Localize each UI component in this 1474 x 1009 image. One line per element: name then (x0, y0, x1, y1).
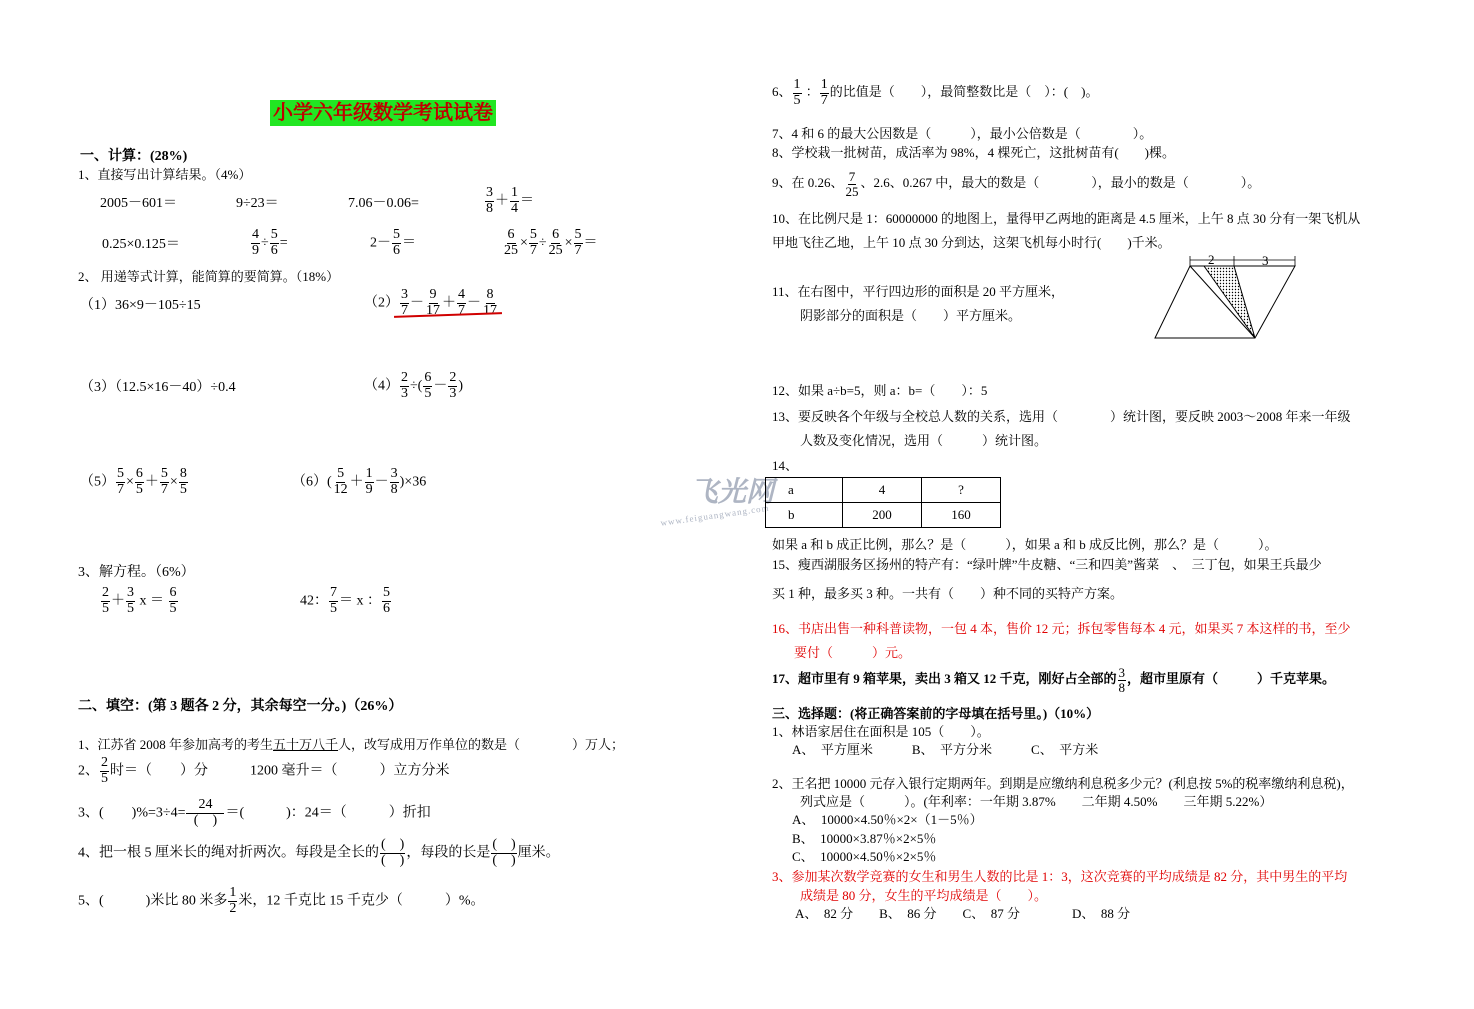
c2a: 2、王名把 10000 元存入银行定期两年。到期是应缴纳利息税多少元？(利息按 5%的税率缴纳利息税)， (772, 776, 1354, 791)
r1-b: 9÷23＝ (236, 196, 279, 211)
section1-heading: 一、计算：(28%) (80, 149, 188, 164)
table-cell: ? (922, 478, 1001, 503)
f5: 5、( )米比 80 米多 $\frac{1}{2}$ 米，12 千克比 15 千克少（ ）%。 (78, 885, 485, 916)
table-cell: 160 (922, 503, 1001, 528)
r1-a: 2005－601＝ (100, 196, 177, 211)
q10a: 10、在比例尺是 1：60000000 的地图上，量得甲乙两地的距离是 4.5 厘米，上午 8 点 30 分有一架飞机从 (772, 211, 1361, 226)
q13a: 13、要反映各个年级与全校总人数的关系，选用（ ）统计图，要反映 2003～2008 年来一年级 (772, 409, 1351, 424)
c3a: 3、参加某次数学竞赛的女生和男生人数的比是 1：3，这次竞赛的平均成绩是 82 分，其中男生的平均 (772, 869, 1348, 884)
r1-d: $\frac{3}{8}$ ＋ $\frac{1}{4}$ ＝ (486, 185, 534, 216)
c3-options: A、 82 分 B、 86 分 C、 87 分 D、 88 分 (795, 906, 1131, 921)
table-row (766, 503, 1001, 528)
f3: 3、( )%=3÷4= $\frac{24}{( )}$ ＝( )：24＝（ ）折扣 (78, 797, 431, 828)
c3b: 成绩是 80 分，女生的平均成绩是（ ）。 (800, 888, 1048, 903)
q12: 12、如果 a÷b=5，则 a：b=（ ）：5 (772, 383, 988, 398)
table-cell: 4 (843, 478, 922, 503)
c2B: B、 10000×3.87％×2×5％ (792, 831, 937, 846)
q6: 6、 $\frac{1}{5}$ ： $\frac{1}{7}$ 的比值是（ ），最简整数比是（ ）：( )。 (772, 77, 1099, 108)
q14b: 如果 a 和 b 成正比例，那么？是（ ），如果 a 和 b 成反比例，那么？是（ ）。 (772, 537, 1278, 552)
p5: （5） $\frac{5}{7}$ × $\frac{6}{5}$ ＋ $\frac{5}{7}$ × $\frac{8}{5}$ (80, 466, 187, 497)
r2-d: $\frac{6}{25}$ × $\frac{5}{7}$ ÷ $\frac{6}{25}$ × $\frac{5}{7}$ ＝ (504, 227, 598, 258)
p1: （1）36×9－105÷15 (80, 298, 201, 313)
q1-text: 1、直接写出计算结果。（4%） (78, 167, 252, 182)
eq2: 42： $\frac{7}{5}$ ＝ x ： $\frac{5}{6}$ (300, 585, 390, 616)
table-cell: 200 (843, 503, 922, 528)
c1-options: A、 平方厘米 B、 平方分米 C、 平方米 (792, 742, 1099, 757)
q8: 8、学校栽一批树苗，成活率为 98%，4 棵死亡，这批树苗有( )棵。 (772, 145, 1175, 160)
table-cell: b (766, 503, 843, 528)
section2-heading: 二、填空：(第 3 题各 2 分，其余每空一分。)（26%） (78, 699, 403, 714)
c2b: 列式应是（ ）。(年利率：一年期 3.87% 二年期 4.50% 三年期 5.22%） (800, 794, 1273, 809)
q2-text: 2、 用递等式计算，能简算的要简算。（18%） (78, 269, 340, 284)
p3: （3）（12.5×16－40）÷0.4 (80, 380, 236, 395)
r2-a: 0.25×0.125＝ (102, 237, 180, 252)
q11b: 阴影部分的面积是（ ）平方厘米。 (800, 308, 1022, 323)
r2-b: $\frac{4}{9}$ ÷ $\frac{5}{6}$ = (252, 227, 288, 258)
table-cell: a (766, 478, 843, 503)
f2: 2、 $\frac{2}{5}$ 时＝（ ）分 1200 毫升＝（ ）立方分米 (78, 755, 450, 786)
f1: 1、江苏省 2008 年参加高考的考生五十万八千人，改写成用万作单位的数是（ ）万人； (78, 737, 625, 752)
q7: 7、4 和 6 的最大公因数是（ ），最小公倍数是（ ）。 (772, 126, 1153, 141)
q16a: 16、书店出售一种科普读物，一包 4 本，售价 12 元；拆包零售每本 4 元，如果买 7 本这样的书，至少 (772, 621, 1351, 636)
c2A: A、 10000×4.50％×2×（1－5％） (792, 812, 983, 827)
c1: 1、林语家居住在面积是 105（ ）。 (772, 724, 990, 739)
q14: 14、 (772, 458, 799, 473)
q11a: 11、在右图中，平行四边形的面积是 20 平方厘米， (772, 284, 1065, 299)
p6: （6）( $\frac{5}{12}$ ＋ $\frac{1}{9}$ － $\frac{3}{8}$ )×36 (292, 466, 427, 497)
q16b: 要付（ ）元。 (794, 645, 912, 660)
fig-label-3: 3 (1262, 253, 1269, 268)
table-row (766, 478, 1001, 503)
page-title: 小学六年级数学考试试卷 (270, 100, 496, 126)
f4: 4、把一根 5 厘米长的绳对折两次。每段是全长的 $\frac{( )}{( )}$ ，每段的长是 $\frac{( )}{( )}$ 厘米。 (78, 837, 560, 868)
r1-c: 7.06－0.06= (348, 196, 419, 211)
eq1: $\frac{2}{5}$ ＋ $\frac{3}{5}$ x ＝ $\frac{6}{5}$ (102, 585, 177, 616)
p4: （4） $\frac{2}{3}$ ÷( $\frac{6}{5}$ － $\frac{2}{3}$ ) (364, 370, 464, 401)
fig-label-2: 2 (1208, 252, 1215, 267)
section3-heading: 三、选择题：(将正确答案前的字母填在括号里。)（10%） (772, 706, 1100, 721)
q17: 17、超市里有 9 箱苹果，卖出 3 箱又 12 千克，刚好占全部的 $\frac{3}{8}$ ，超市里原有（ ）千克苹果。 (772, 665, 1336, 695)
parallelogram-figure (1150, 252, 1300, 342)
q9: 9、在 0.26、 $\frac{7}{25}$ 、2.6、0.267 中，最大的数是（ ），最小的数是（ ）。 (772, 169, 1261, 199)
q10b: 甲地飞往乙地，上午 10 点 30 分到达，这架飞机每小时行( )千米。 (772, 235, 1171, 250)
q3-text: 3、解方程。（6%） (78, 565, 195, 580)
c2C: C、 10000×4.50％×2×5％ (792, 849, 937, 864)
q15b: 买 1 种，最多买 3 种。一共有（ ）种不同的买特产方案。 (772, 586, 1124, 601)
r2-c: 2－ $\frac{5}{6}$ ＝ (370, 227, 416, 258)
p2: （2） $\frac{3}{7}$ － $\frac{9}{17}$ ＋ $\frac{4}{7}$ － $\frac{8}{17}$ (364, 287, 497, 318)
ratio-table (765, 477, 1001, 528)
q15a: 15、瘦西湖服务区扬州的特产有：“绿叶牌”牛皮糖、“三和四美”酱菜 、 三丁包，如果王兵最少 (772, 557, 1322, 572)
q13b: 人数及变化情况，选用（ ）统计图。 (800, 433, 1048, 448)
watermark-logo: 飞光网 www.feiguangwang.com (659, 477, 775, 528)
